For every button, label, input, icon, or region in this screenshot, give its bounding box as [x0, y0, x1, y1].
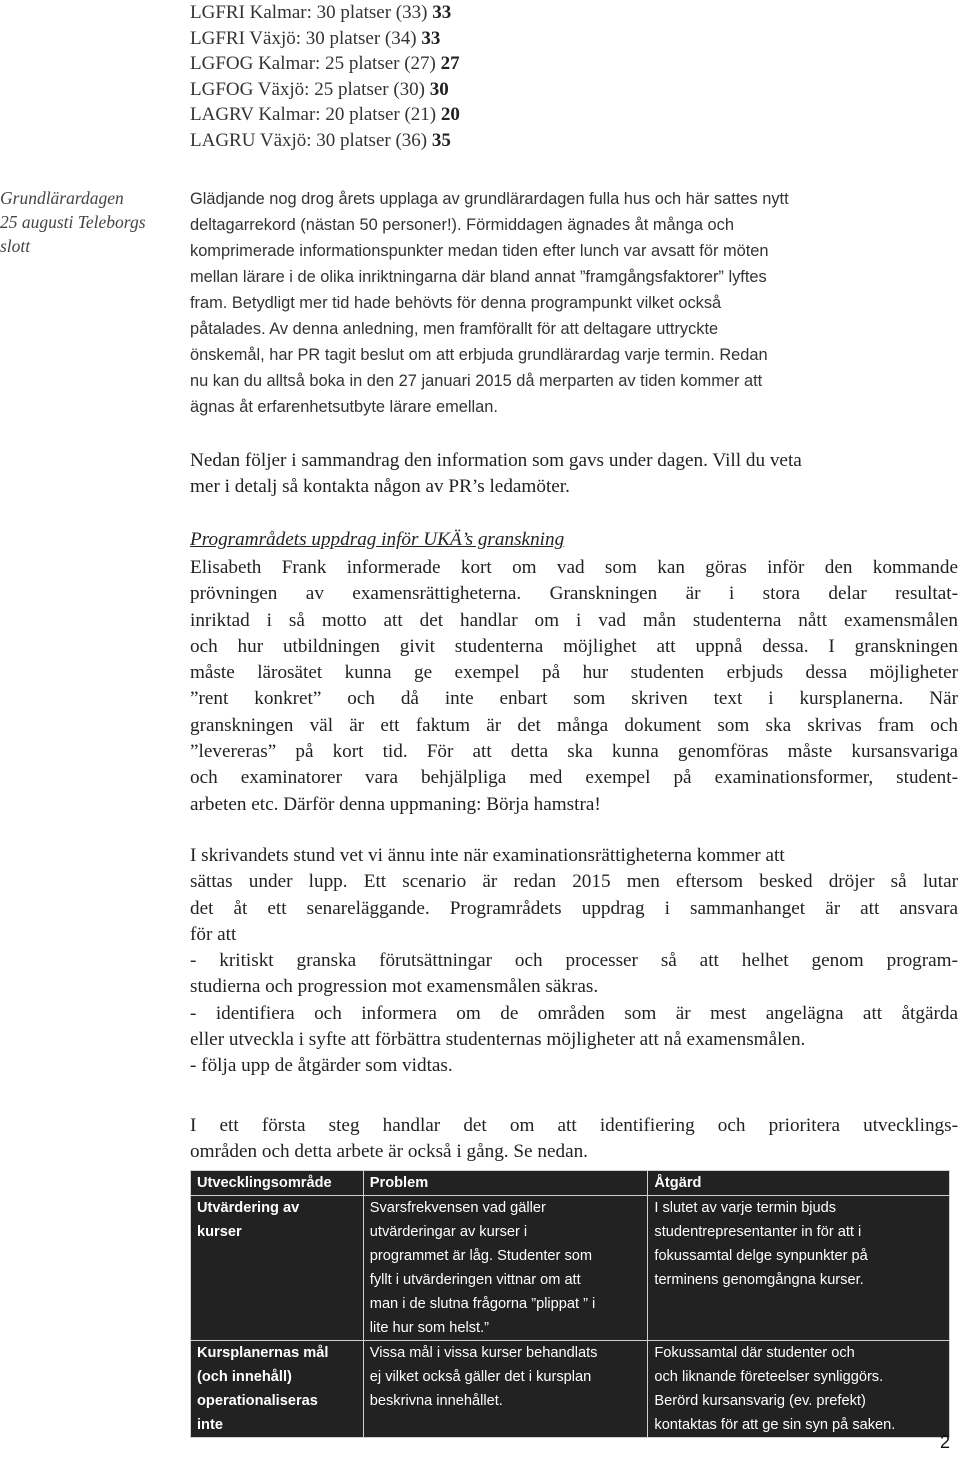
- table-cell: [191, 1341, 364, 1438]
- text-line: och hur utbildningen givit studenterna möjlighet att uppnå dessa. I granskningen: [190, 635, 958, 657]
- text-line: inriktad i så motto att det handlar om i vad mån studenterna nått examensmålen: [190, 609, 958, 631]
- cell-line: och liknande företeelser synliggörs.: [654, 1369, 884, 1385]
- text-line: prövningen av examensrättigheterna. Granskningen är i stora delar resultat-: [190, 583, 958, 605]
- text-line: för att: [190, 923, 237, 945]
- cell-line: I slutet av varje termin bjuds: [654, 1200, 837, 1216]
- text-line: deltagarrekord (nästan 50 personer!). Förmiddagen ägnades åt många och: [190, 216, 734, 234]
- places-value: 27: [440, 53, 460, 75]
- table-cell: [648, 1341, 950, 1438]
- cell-line: kontaktas för att ge sin syn på saken.: [654, 1417, 896, 1433]
- header-cell: Utvecklingsområde: [191, 1171, 364, 1196]
- places-row: [190, 128, 950, 154]
- section-paragraph-1: [190, 555, 958, 818]
- places-row: [190, 0, 950, 26]
- text-line: granskningen väl är ett faktum är det många dokument som ska skrivas fram och: [190, 714, 958, 736]
- header-cell: Problem: [363, 1171, 648, 1196]
- cell-line: fyllt i utvärderingen vittnar om att: [369, 1272, 581, 1288]
- cell-line: beskrivna innehållet.: [369, 1393, 503, 1409]
- text-line: måste lärosätet kunna ge exempel på hur studenten erbjuds dessa möjligheter: [190, 662, 958, 684]
- cell-line: (och innehåll): [197, 1369, 292, 1385]
- table-cell: [191, 1196, 364, 1341]
- text-line: - identifiera och informera om de områden som är mest angelägna att åtgärda: [190, 1002, 958, 1024]
- places-label: LGFOG Växjö: 25 platser (30): [190, 78, 430, 100]
- cell-line: Kursplanernas mål: [197, 1345, 329, 1361]
- cell-line: Vissa mål i vissa kurser behandlats: [369, 1345, 598, 1361]
- text-line: sättas under lupp. Ett scenario är redan 2015 men eftersom besked dröjer så lutar: [190, 871, 958, 893]
- places-value: 35: [431, 129, 451, 151]
- table-row: [191, 1196, 950, 1341]
- text-line: det åt ett senareläggande. Programrådets uppdrag i sammanhanget är att ansvara: [190, 897, 958, 919]
- cell-line: kurser: [197, 1224, 242, 1240]
- places-row: [190, 51, 950, 77]
- text-line: påtalades. Av denna anledning, men framförallt för att deltagare uttryckte: [190, 320, 719, 338]
- places-label: LGFRI Kalmar: 30 platser (33): [190, 2, 433, 23]
- text-line: ”levereras” på kort tid. För att detta ska kunna genomföras måste kursansvariga: [190, 741, 958, 763]
- side-caption-line: slott: [0, 236, 31, 256]
- cell-line: lite hur som helst.”: [369, 1320, 490, 1336]
- table-cell: [363, 1341, 648, 1438]
- cell-line: Utvärdering av: [197, 1200, 300, 1216]
- text-line: Nedan följer i sammandrag den information som gavs under dagen. Vill du veta: [190, 450, 802, 471]
- cell-line: Berörd kursansvarig (ev. prefekt): [654, 1393, 866, 1409]
- table-header-row: [191, 1171, 950, 1196]
- places-value: 33: [421, 27, 441, 49]
- cell-line: studentrepresentanter in för att i: [654, 1224, 862, 1240]
- text-line: eller utveckla i syfte att förbättra studenternas möjligheter att nå examensmålen.: [190, 1029, 806, 1051]
- cell-line: man i de slutna frågorna ”plippat ” i: [369, 1296, 596, 1312]
- places-value: 33: [432, 2, 452, 23]
- text-line: mer i detalj så kontakta någon av PR’s ledamöter.: [190, 476, 570, 498]
- table-cell: [363, 1196, 648, 1341]
- cell-line: utvärderingar av kurser i: [369, 1224, 528, 1240]
- cell-line: programmet är låg. Studenter som: [369, 1248, 593, 1264]
- text-line: I ett första steg handlar det om att identifiering och prioritera utvecklings-: [190, 1115, 958, 1136]
- section-paragraph-3: [190, 1113, 958, 1166]
- section-title: Programrådets uppdrag inför UKÄ’s granskning: [190, 529, 565, 550]
- cell-line: operationaliseras: [197, 1393, 318, 1409]
- places-row: [190, 77, 950, 103]
- cell-line: Fokussamtal där studenter och: [654, 1345, 855, 1361]
- text-line: - följa upp de åtgärder som vidtas.: [190, 1055, 453, 1077]
- text-line: områden och detta arbete är också i gång. Se nedan.: [190, 1141, 588, 1163]
- side-caption-line: 25 augusti Teleborgs: [0, 212, 146, 232]
- text-line: ”rent konkret” och då inte enbart som skriven text i kursplanerna. När: [190, 688, 958, 710]
- text-line: arbeten etc. Därför denna uppmaning: Börja hamstra!: [190, 793, 601, 815]
- places-label: LAGRU Växjö: 30 platser (36): [190, 129, 432, 151]
- places-label: LAGRV Kalmar: 20 platser (21): [190, 104, 441, 126]
- cell-line: terminens genomgångna kurser.: [654, 1272, 864, 1288]
- intro-paragraph: [190, 186, 960, 420]
- text-line: - kritiskt granska förutsättningar och processer så att helhet genom program-: [190, 950, 958, 972]
- table-cell: [648, 1196, 950, 1341]
- text-line: mellan lärare i de olika inriktningarna där bland annat ”framgångsfaktorer” lyftes: [190, 268, 767, 286]
- section-paragraph-2: [190, 843, 958, 1080]
- places-label: LGFOG Kalmar: 25 platser (27): [190, 53, 441, 75]
- text-line: nu kan du alltså boka in den 27 januari 2015 då merparten av tiden kommer att: [190, 372, 763, 390]
- text-line: och examinatorer vara behjälpliga med exempel på examinationsformer, student-: [190, 767, 958, 789]
- cell-line: inte: [197, 1417, 223, 1433]
- text-line: komprimerade informationspunkter medan tiden efter lunch var avsatt för möten: [190, 242, 769, 260]
- page-number: 2: [940, 1432, 951, 1452]
- text-line: Elisabeth Frank informerade kort om vad som kan göras inför den kommande: [190, 557, 958, 578]
- places-list: [190, 0, 950, 154]
- side-caption-line: Grundlärardagen: [0, 188, 124, 208]
- summary-paragraph: [190, 448, 960, 501]
- development-table: [190, 1170, 950, 1438]
- places-value: 20: [440, 104, 460, 126]
- text-line: I skrivandets stund vet vi ännu inte när examinationsrättigheterna kommer att: [190, 845, 785, 866]
- places-row: [190, 26, 950, 52]
- text-line: Glädjande nog drog årets upplaga av grundlärardagen fulla hus och här sattes nytt: [190, 190, 789, 208]
- text-line: fram. Betydligt mer tid hade behövts för denna programpunkt vilket också: [190, 294, 722, 312]
- cell-line: ej vilket också gäller det i kursplan: [369, 1369, 592, 1385]
- places-value: 30: [429, 78, 449, 100]
- text-line: ägnas åt erfarenhetsutbyte lärare emellan.: [190, 398, 498, 416]
- places-label: LGFRI Växjö: 30 platser (34): [190, 27, 422, 49]
- text-line: önskemål, har PR tagit beslut om att erbjuda grundlärardag varje termin. Redan: [190, 346, 768, 364]
- table-row: [191, 1341, 950, 1438]
- places-row: [190, 102, 950, 128]
- header-cell: Åtgärd: [648, 1171, 950, 1196]
- side-caption: [0, 186, 175, 258]
- cell-line: Svarsfrekvensen vad gäller: [369, 1200, 546, 1216]
- text-line: studierna och progression mot examensmålen säkras.: [190, 976, 599, 998]
- cell-line: fokussamtal delge synpunkter på: [654, 1248, 868, 1264]
